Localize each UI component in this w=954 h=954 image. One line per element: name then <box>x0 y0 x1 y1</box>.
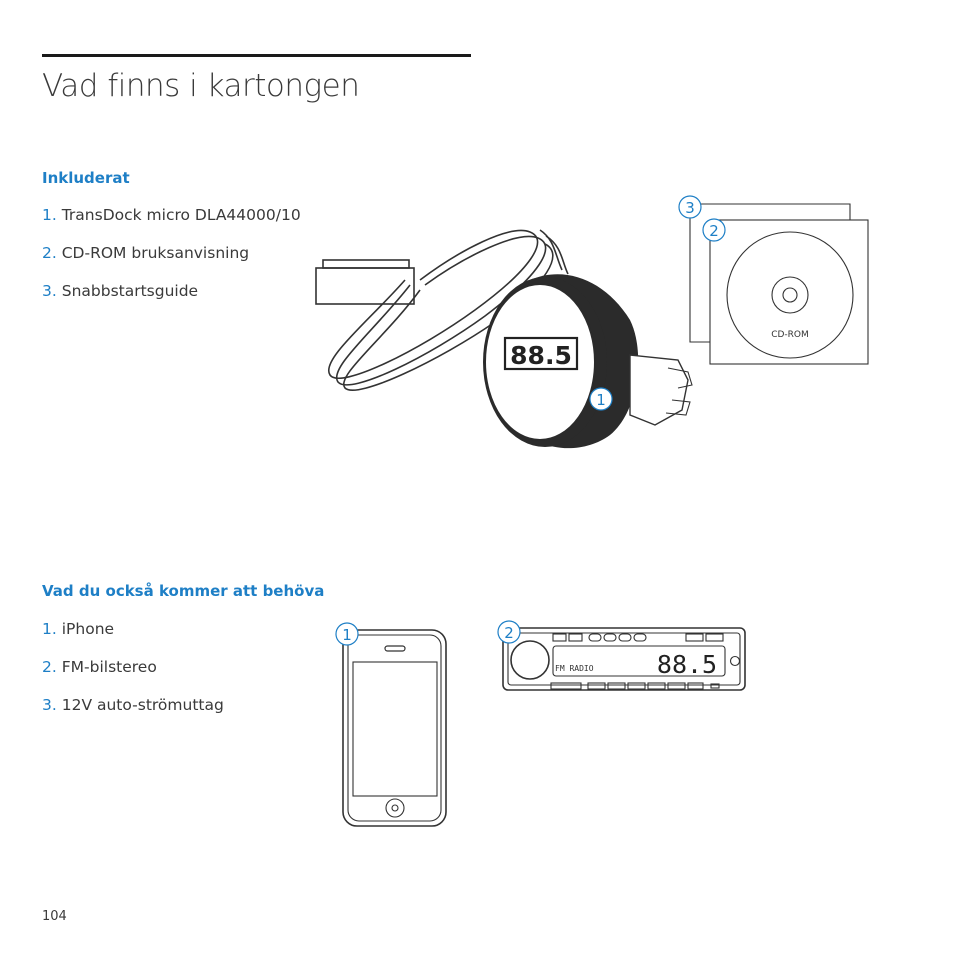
callout-1 <box>590 388 612 410</box>
callout-2 <box>498 621 520 643</box>
callout-3 <box>679 196 701 218</box>
list-item: 1. iPhone <box>42 620 115 638</box>
list-item: 3. Snabbstartsguide <box>42 282 199 300</box>
svg-text:2: 2 <box>709 222 719 240</box>
transdock-illustration <box>300 210 720 460</box>
also-needed-list <box>42 620 224 734</box>
list-item: 1. TransDock micro DLA44000/10 <box>42 206 301 224</box>
cd-label: CD-ROM <box>771 330 809 340</box>
car-stereo-illustration <box>495 618 750 698</box>
page-number: 104 <box>42 909 67 924</box>
included-list <box>42 206 301 320</box>
svg-text:1: 1 <box>342 626 352 644</box>
stereo-frequency: 88.5 <box>656 650 718 679</box>
transdock-display: 88.5 <box>510 341 572 370</box>
callout-2 <box>703 219 725 241</box>
included-heading: Inkluderat <box>42 169 130 187</box>
callout-1 <box>336 623 358 645</box>
list-item: 2. FM-bilstereo <box>42 658 157 676</box>
svg-text:2: 2 <box>504 624 514 642</box>
page-title: Vad finns i kartongen <box>42 68 360 104</box>
svg-text:3: 3 <box>685 199 695 217</box>
cd-rom-illustration <box>676 192 876 372</box>
also-needed-heading: Vad du också kommer att behöva <box>42 582 325 600</box>
list-item: 3. 12V auto-strömuttag <box>42 696 224 714</box>
transdock-body-icon <box>483 274 692 448</box>
svg-text:1: 1 <box>596 391 606 409</box>
stereo-knob-icon <box>511 641 549 679</box>
stereo-band-label: FM RADIO <box>555 664 594 673</box>
stereo-small-knob-icon <box>731 657 740 666</box>
list-item: 2. CD-ROM bruksanvisning <box>42 244 250 262</box>
iphone-illustration <box>335 620 450 830</box>
title-rule <box>42 54 471 57</box>
